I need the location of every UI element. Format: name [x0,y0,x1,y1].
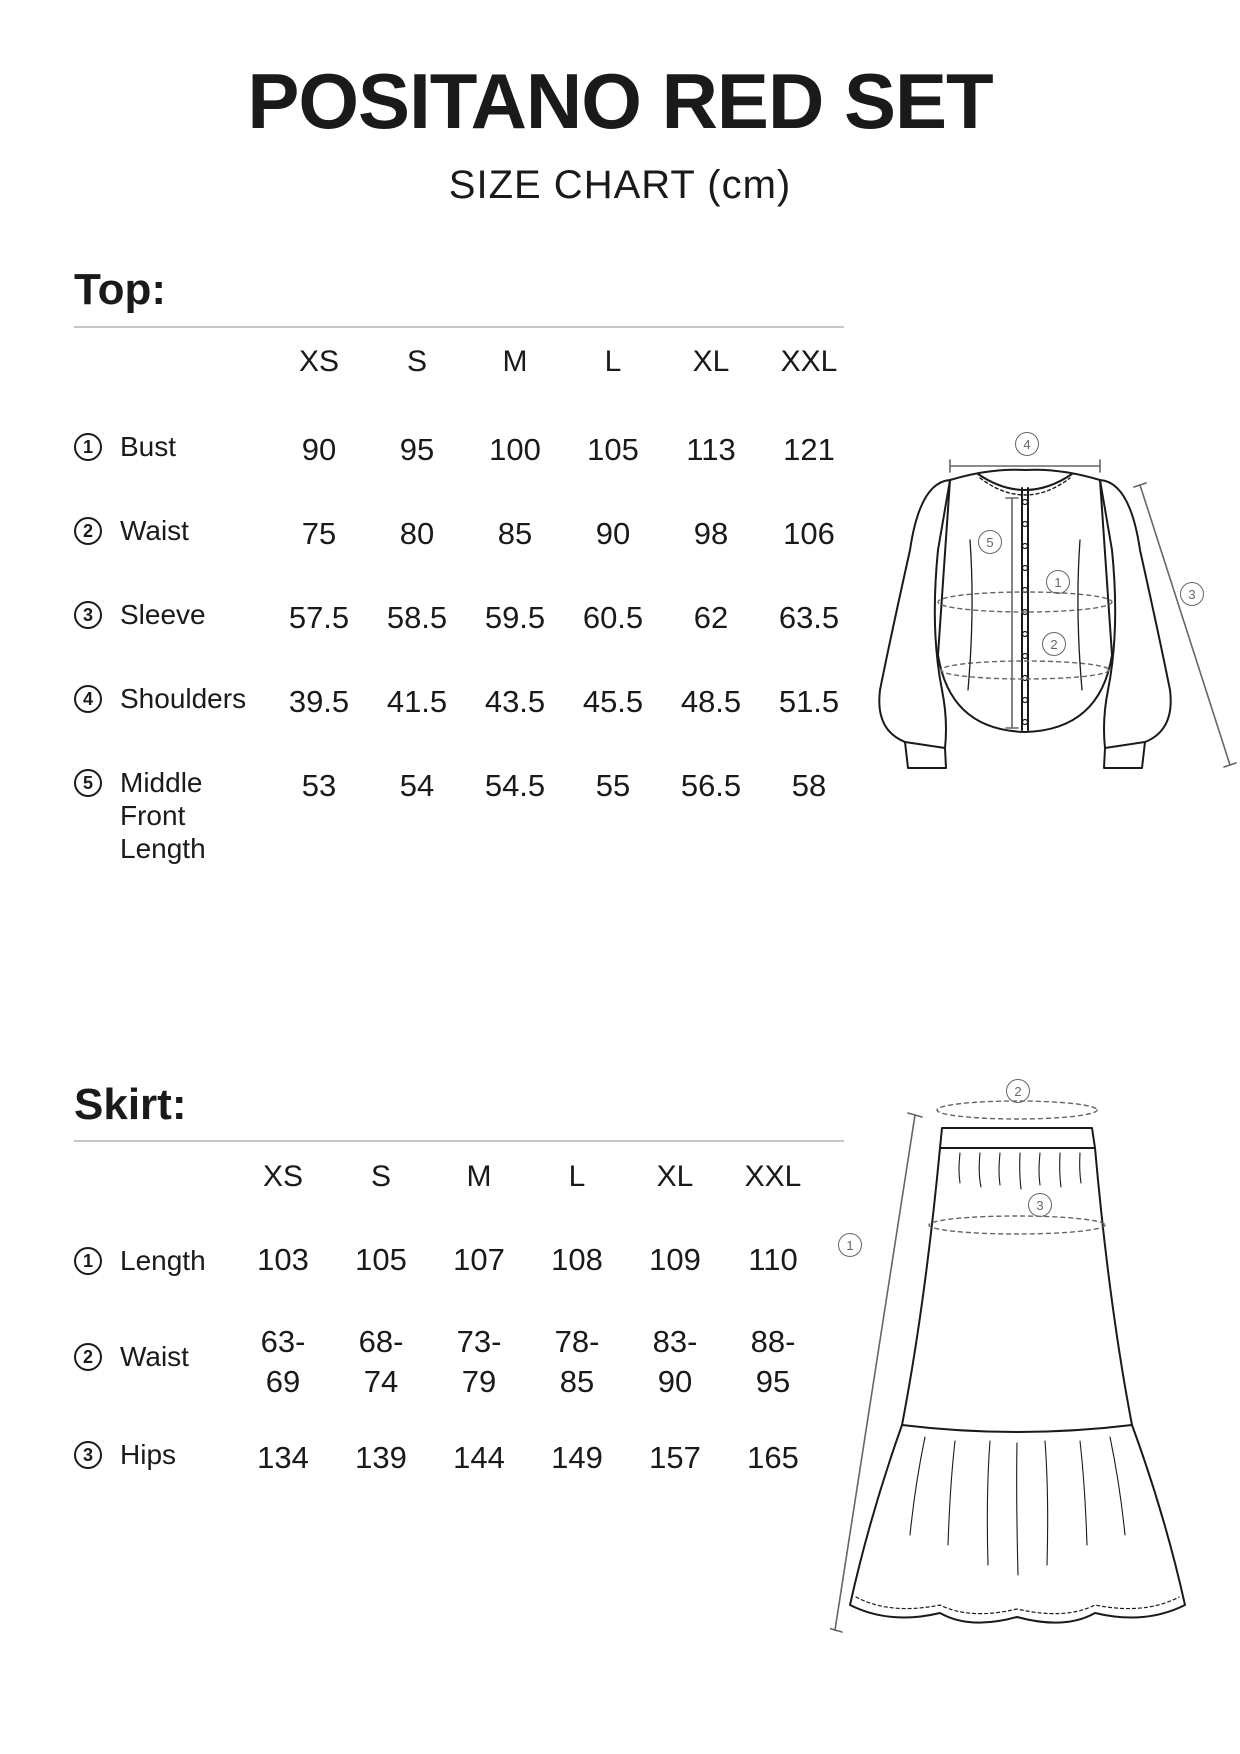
measure-number-icon: 2 [74,1343,102,1371]
top-size-header: S [406,345,427,378]
table-cell: 90 [301,432,337,467]
table-cell: 58 [791,768,827,803]
top-size-table [74,345,858,865]
table-cell: 68-74 [358,1324,404,1399]
table-cell: 110 [748,1242,798,1277]
measure-label: Shoulders [120,683,247,714]
measure-label: Waist [120,515,189,546]
table-row [74,1320,822,1438]
measure-number-icon: 1 [74,433,102,461]
table-cell: 105 [587,432,639,467]
table-cell: 43.5 [484,684,546,719]
marker-2-icon: 2 [1042,632,1066,656]
table-cell: 139 [355,1440,407,1475]
table-cell: 90 [595,516,631,551]
table-cell: 53 [301,768,337,803]
table-cell: 106 [783,516,835,551]
top-section-divider [74,326,844,328]
skirt-section-heading: Skirt: [74,1080,187,1129]
marker-5-icon: 5 [978,530,1002,554]
table-cell: 56.5 [680,768,742,803]
skirt-section-divider [74,1140,844,1142]
table-cell: 54 [399,768,435,803]
marker-4-icon: 4 [1015,432,1039,456]
measure-number-icon: 3 [74,601,102,629]
measure-label: Waist [120,1341,189,1372]
measure-label: Hips [120,1439,177,1470]
blouse-illustration [850,430,1240,800]
table-cell: 105 [355,1242,407,1277]
table-cell: 41.5 [386,684,448,719]
marker-3-icon: 3 [1028,1193,1052,1217]
marker-3-icon: 3 [1180,582,1204,606]
table-cell: 134 [257,1440,309,1475]
top-size-header: L [604,345,622,378]
marker-1-icon: 1 [1046,570,1070,594]
skirt-size-header-row [74,1160,822,1240]
table-cell: 85 [497,516,533,551]
table-cell: 45.5 [582,684,644,719]
measure-number-icon: 3 [74,1441,102,1469]
top-size-header: XXL [780,345,838,378]
table-cell: 98 [693,516,729,551]
table-cell: 59.5 [484,600,546,635]
table-cell: 83-90 [652,1324,698,1399]
top-section-heading: Top: [74,265,167,314]
table-cell: 103 [257,1242,309,1277]
measure-number-icon: 2 [74,517,102,545]
skirt-size-header: L [568,1160,586,1193]
measure-label: Bust [120,431,177,462]
table-cell: 58.5 [386,600,448,635]
top-size-header-row [74,345,858,430]
table-cell: 149 [551,1440,603,1475]
page-subtitle: SIZE CHART (cm) [448,163,792,207]
table-cell: 73-79 [456,1324,502,1399]
measure-label: Length [120,1245,206,1276]
table-row [74,766,858,865]
table-cell: 80 [399,516,435,551]
table-cell: 55 [595,768,631,803]
table-cell: 51.5 [778,684,840,719]
skirt-header-label-spacer [74,1160,234,1240]
table-cell: 100 [489,432,541,467]
table-row [74,598,858,682]
table-cell: 75 [301,516,337,551]
table-cell: 62 [693,600,729,635]
table-cell: 107 [453,1242,505,1277]
table-cell: 144 [453,1440,505,1475]
table-cell: 165 [747,1440,799,1475]
measure-label: Middle Front Length [120,767,206,864]
measure-number-icon: 4 [74,685,102,713]
skirt-size-header: M [466,1160,492,1193]
table-cell: 57.5 [288,600,350,635]
page-title: POSITANO RED SET [247,57,993,145]
table-cell: 121 [783,432,835,467]
table-cell: 63.5 [778,600,840,635]
marker-1-icon: 1 [838,1233,862,1257]
table-row [74,430,858,514]
table-cell: 109 [649,1242,701,1277]
table-row [74,1438,822,1518]
skirt-size-table [74,1160,822,1518]
table-cell: 88-95 [750,1324,796,1399]
table-cell: 157 [649,1440,701,1475]
table-cell: 48.5 [680,684,742,719]
table-row [74,682,858,766]
skirt-size-header: XL [656,1160,694,1193]
table-cell: 113 [686,432,736,467]
table-cell: 78-85 [554,1324,600,1399]
skirt-size-header: XXL [744,1160,802,1193]
table-cell: 60.5 [582,600,644,635]
skirt-size-header: XS [262,1160,304,1193]
skirt-size-header: S [370,1160,391,1193]
top-size-header: XL [692,345,730,378]
table-cell: 39.5 [288,684,350,719]
top-size-header: M [502,345,528,378]
table-cell: 108 [551,1242,603,1277]
measure-number-icon: 5 [74,769,102,797]
table-cell: 63-69 [260,1324,306,1399]
table-row [74,514,858,598]
table-row [74,1240,822,1320]
table-cell: 95 [399,432,435,467]
top-size-header: XS [298,345,340,378]
table-cell: 54.5 [484,768,546,803]
measure-number-icon: 1 [74,1247,102,1275]
skirt-illustration [830,1065,1210,1665]
marker-2-icon: 2 [1006,1079,1030,1103]
top-header-label-spacer [74,345,270,430]
measure-label: Sleeve [120,599,206,630]
